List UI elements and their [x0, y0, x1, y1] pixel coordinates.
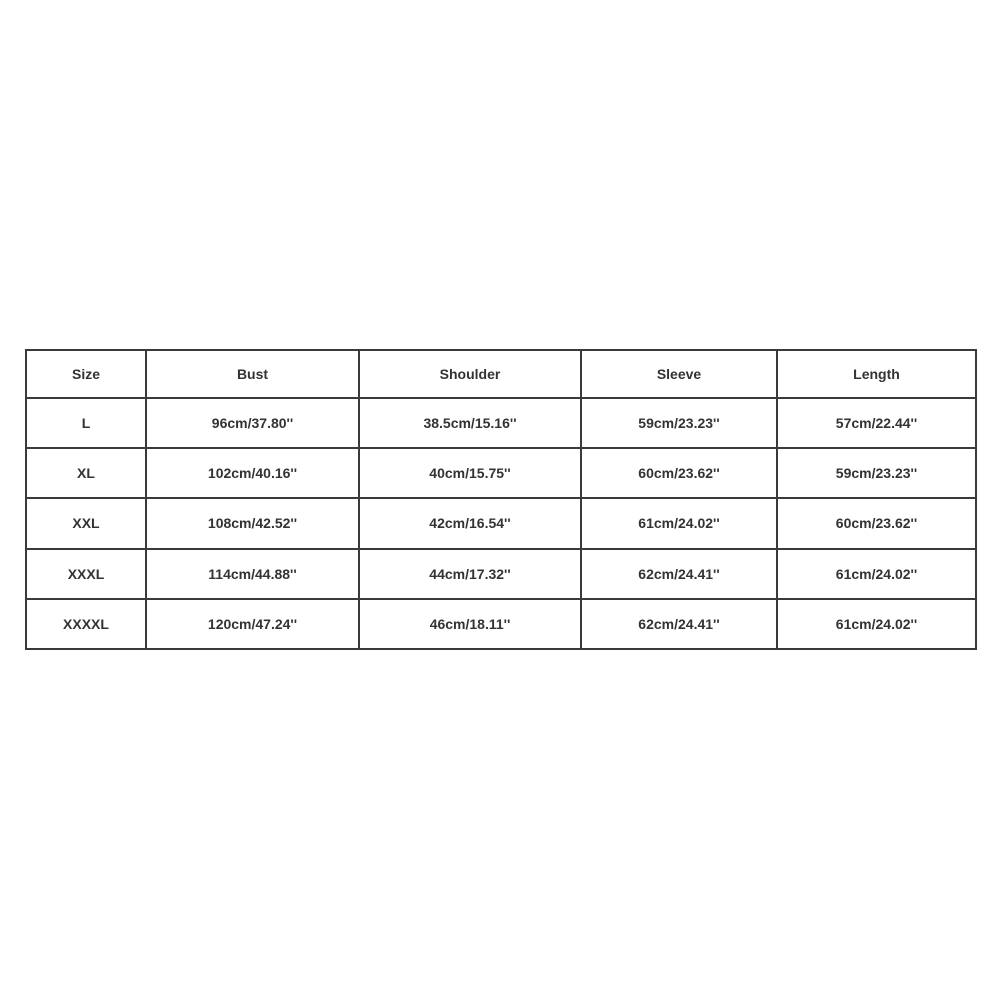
cell-shoulder: 42cm/16.54'': [359, 498, 581, 548]
cell-length: 59cm/23.23'': [777, 448, 976, 498]
cell-size: XXL: [26, 498, 146, 548]
cell-bust: 120cm/47.24'': [146, 599, 359, 649]
cell-size: XXXL: [26, 549, 146, 599]
cell-length: 61cm/24.02'': [777, 549, 976, 599]
cell-sleeve: 60cm/23.62'': [581, 448, 777, 498]
cell-bust: 108cm/42.52'': [146, 498, 359, 548]
cell-bust: 96cm/37.80'': [146, 398, 359, 448]
table-header-row: [26, 350, 976, 398]
cell-length: 57cm/22.44'': [777, 398, 976, 448]
cell-length: 61cm/24.02'': [777, 599, 976, 649]
cell-size: XL: [26, 448, 146, 498]
table-row: [26, 398, 976, 448]
cell-shoulder: 46cm/18.11'': [359, 599, 581, 649]
table-row: [26, 599, 976, 649]
cell-bust: 114cm/44.88'': [146, 549, 359, 599]
cell-length: 60cm/23.62'': [777, 498, 976, 548]
size-chart-table: [25, 349, 977, 650]
table-row: [26, 549, 976, 599]
cell-bust: 102cm/40.16'': [146, 448, 359, 498]
cell-size: XXXXL: [26, 599, 146, 649]
header-size: Size: [26, 350, 146, 398]
cell-shoulder: 40cm/15.75'': [359, 448, 581, 498]
cell-shoulder: 44cm/17.32'': [359, 549, 581, 599]
table-row: [26, 448, 976, 498]
header-shoulder: Shoulder: [359, 350, 581, 398]
table-row: [26, 498, 976, 548]
cell-sleeve: 61cm/24.02'': [581, 498, 777, 548]
cell-sleeve: 59cm/23.23'': [581, 398, 777, 448]
cell-sleeve: 62cm/24.41'': [581, 599, 777, 649]
header-length: Length: [777, 350, 976, 398]
cell-size: L: [26, 398, 146, 448]
header-sleeve: Sleeve: [581, 350, 777, 398]
cell-sleeve: 62cm/24.41'': [581, 549, 777, 599]
cell-shoulder: 38.5cm/15.16'': [359, 398, 581, 448]
header-bust: Bust: [146, 350, 359, 398]
